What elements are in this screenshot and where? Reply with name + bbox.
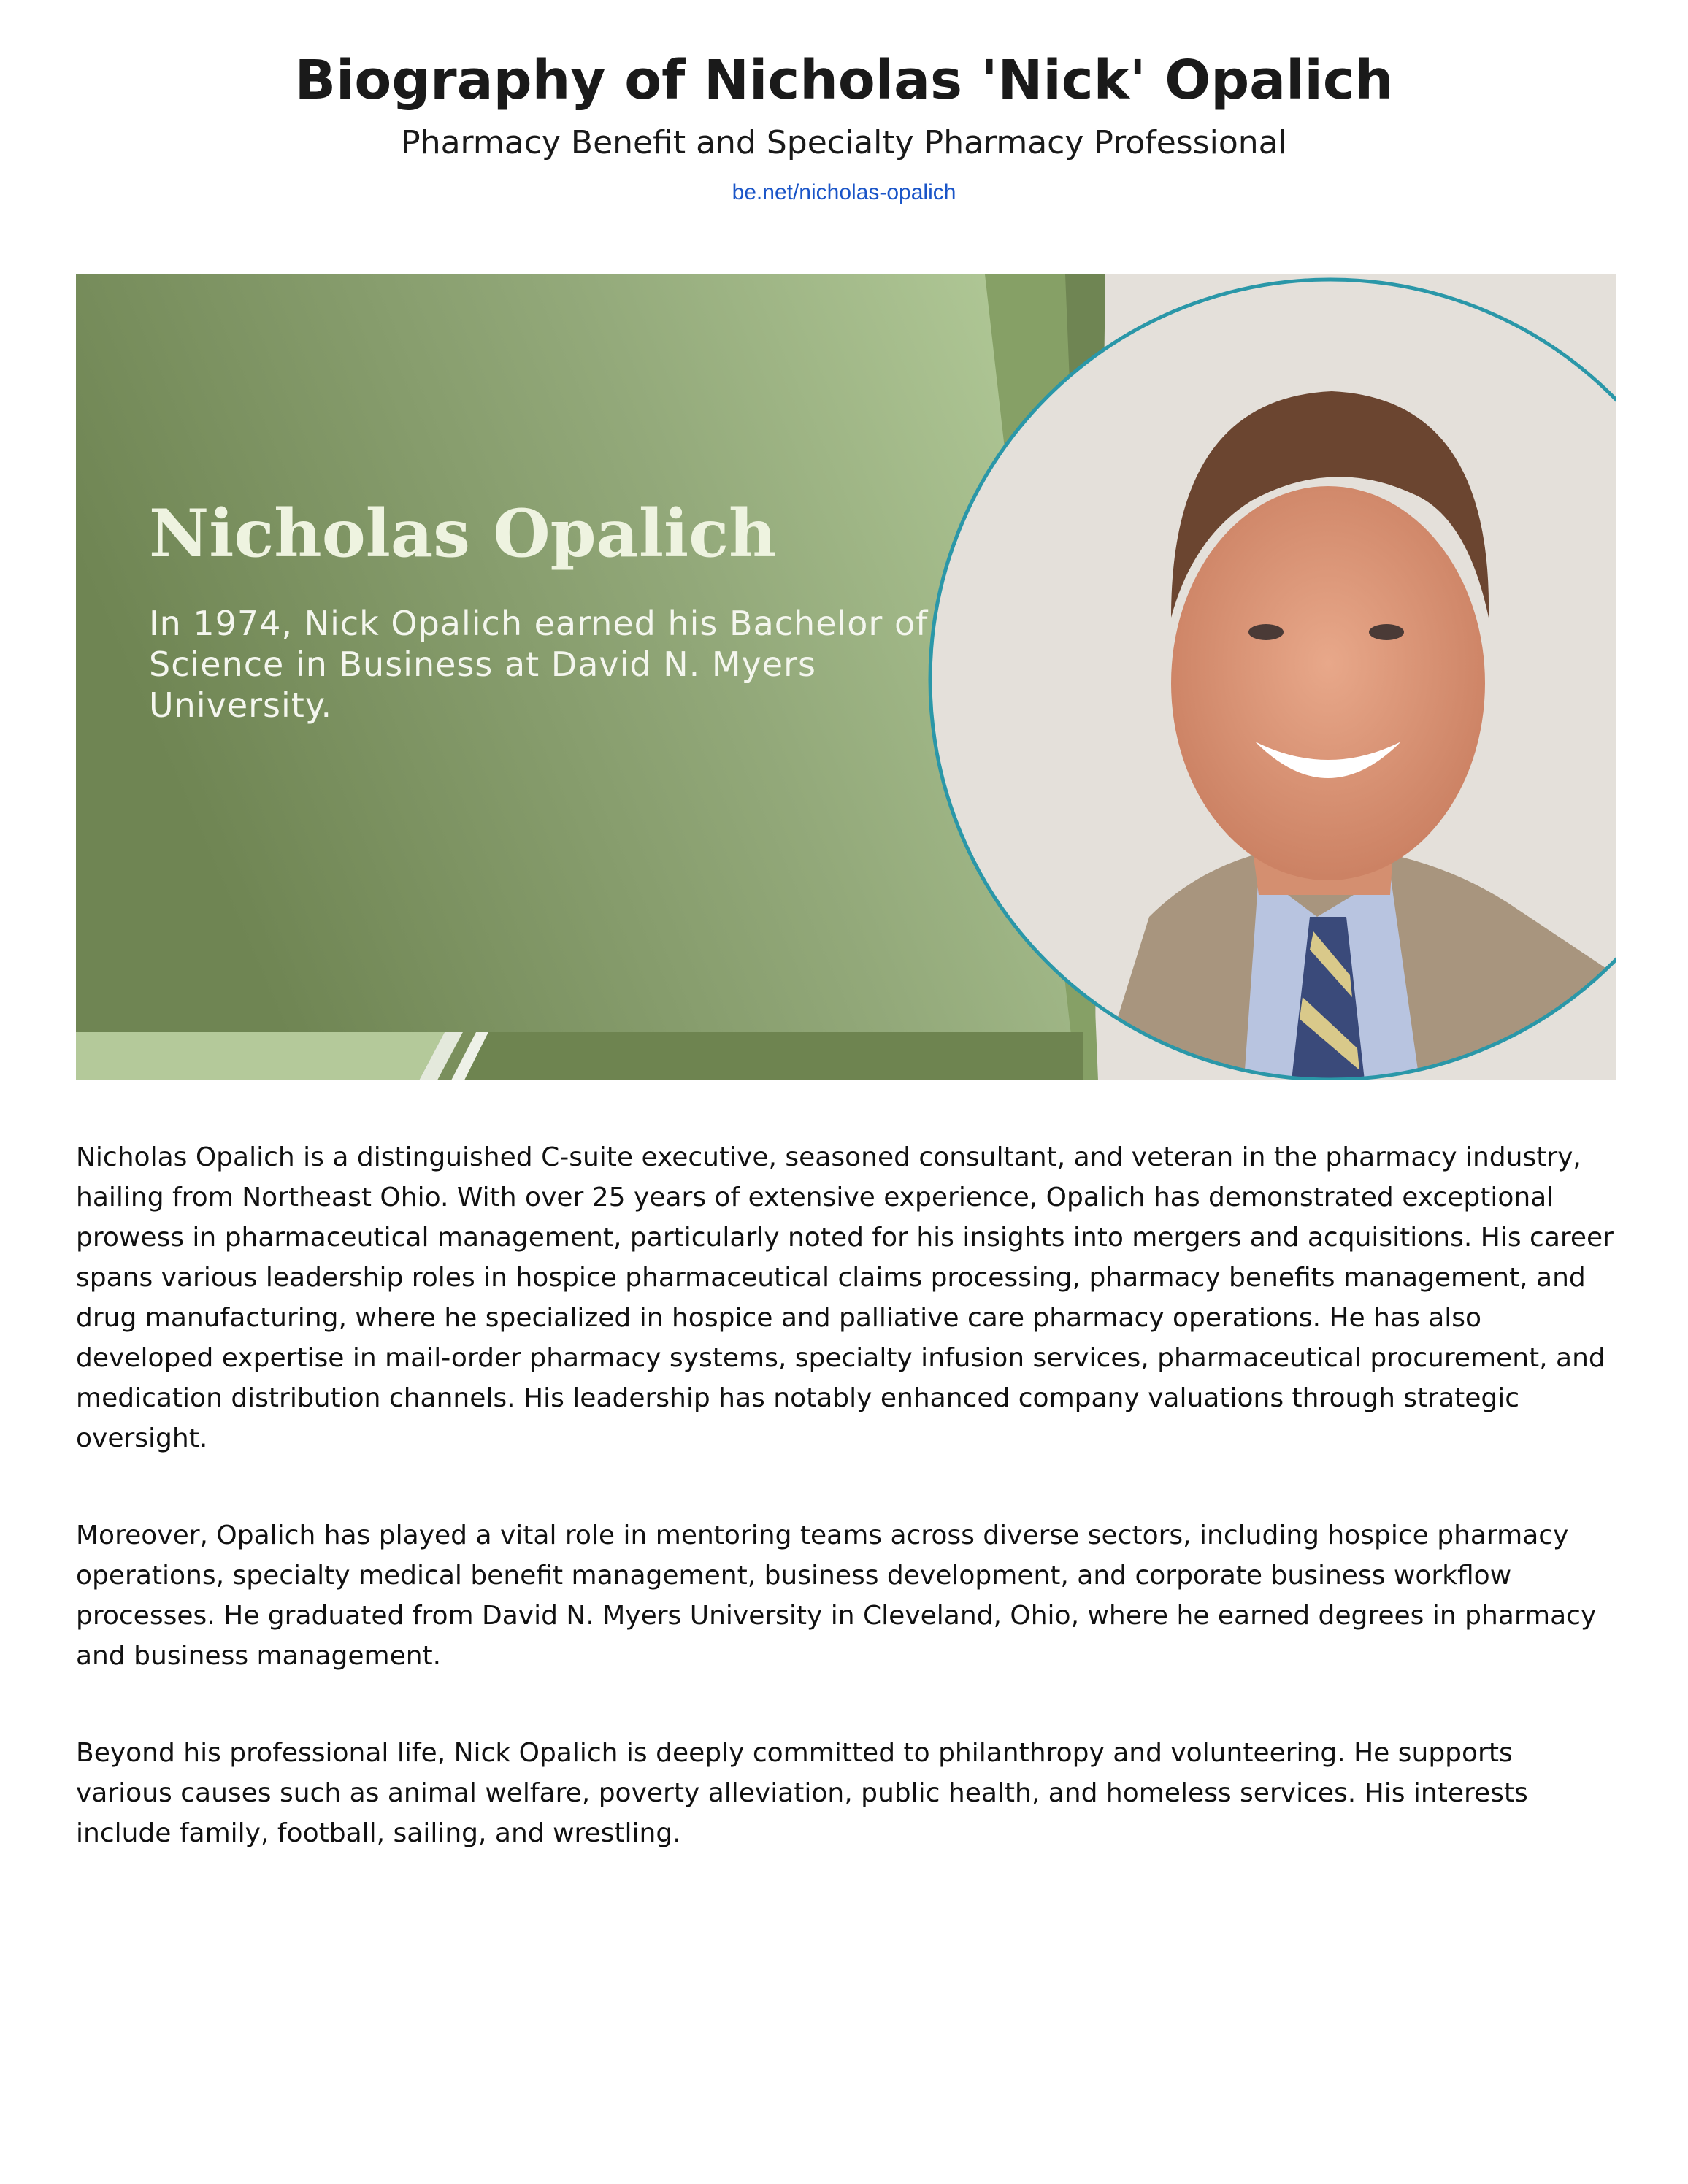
bio-paragraph-1: Nicholas Opalich is a distinguished C-suite executive, seasoned consultant, and veteran in the pharmacy industry, hailing from Northeast Ohio. With over 25 years of extensive experience, Opalich has demonstrated exceptional prowess in pharmaceutical management, particularly noted for his insights into mergers and acquisitions. His career spans various leadership roles in hospice pharmaceutical claims processing, pharmacy benefits management, and drug manufacturing, where he specialized in hospice and palliative care pharmacy operations. He has also developed expertise in mail-order pharmacy systems, specialty infusion services, pharmaceutical procurement, and medication distribution channels. His leadership has notably enhanced company valuations through strategic oversight. <box>76 1142 1614 1453</box>
profile-link[interactable]: be.net/nicholas-opalich <box>732 180 956 204</box>
bio-paragraph-3: Beyond his professional life, Nick Opalich is deeply committed to philanthropy and volunteering. He supports various causes such as animal welfare, poverty alleviation, public health, and homeless services. His interests include family, football, sailing, and wrestling. <box>76 1738 1528 1848</box>
banner-name: Nicholas Opalich <box>149 495 777 572</box>
hero-banner <box>76 274 1616 1080</box>
page-title: Biography of Nicholas 'Nick' Opalich <box>294 49 1394 112</box>
page-header <box>0 44 1688 207</box>
bio-paragraph-2: Moreover, Opalich has played a vital role in mentoring teams across diverse sectors, including hospice pharmacy operations, specialty medical benefit management, business development, and corporate business workflow processes. He graduated from David N. Myers University in Cleveland, Ohio, where he earned degrees in pharmacy and business management. <box>76 1520 1597 1671</box>
biography-body <box>76 1137 1616 1910</box>
page-subtitle: Pharmacy Benefit and Specialty Pharmacy Professional <box>401 124 1287 161</box>
banner-caption: In 1974, Nick Opalich earned his Bachelor of Science in Business at David N. Myers University. <box>149 604 929 725</box>
